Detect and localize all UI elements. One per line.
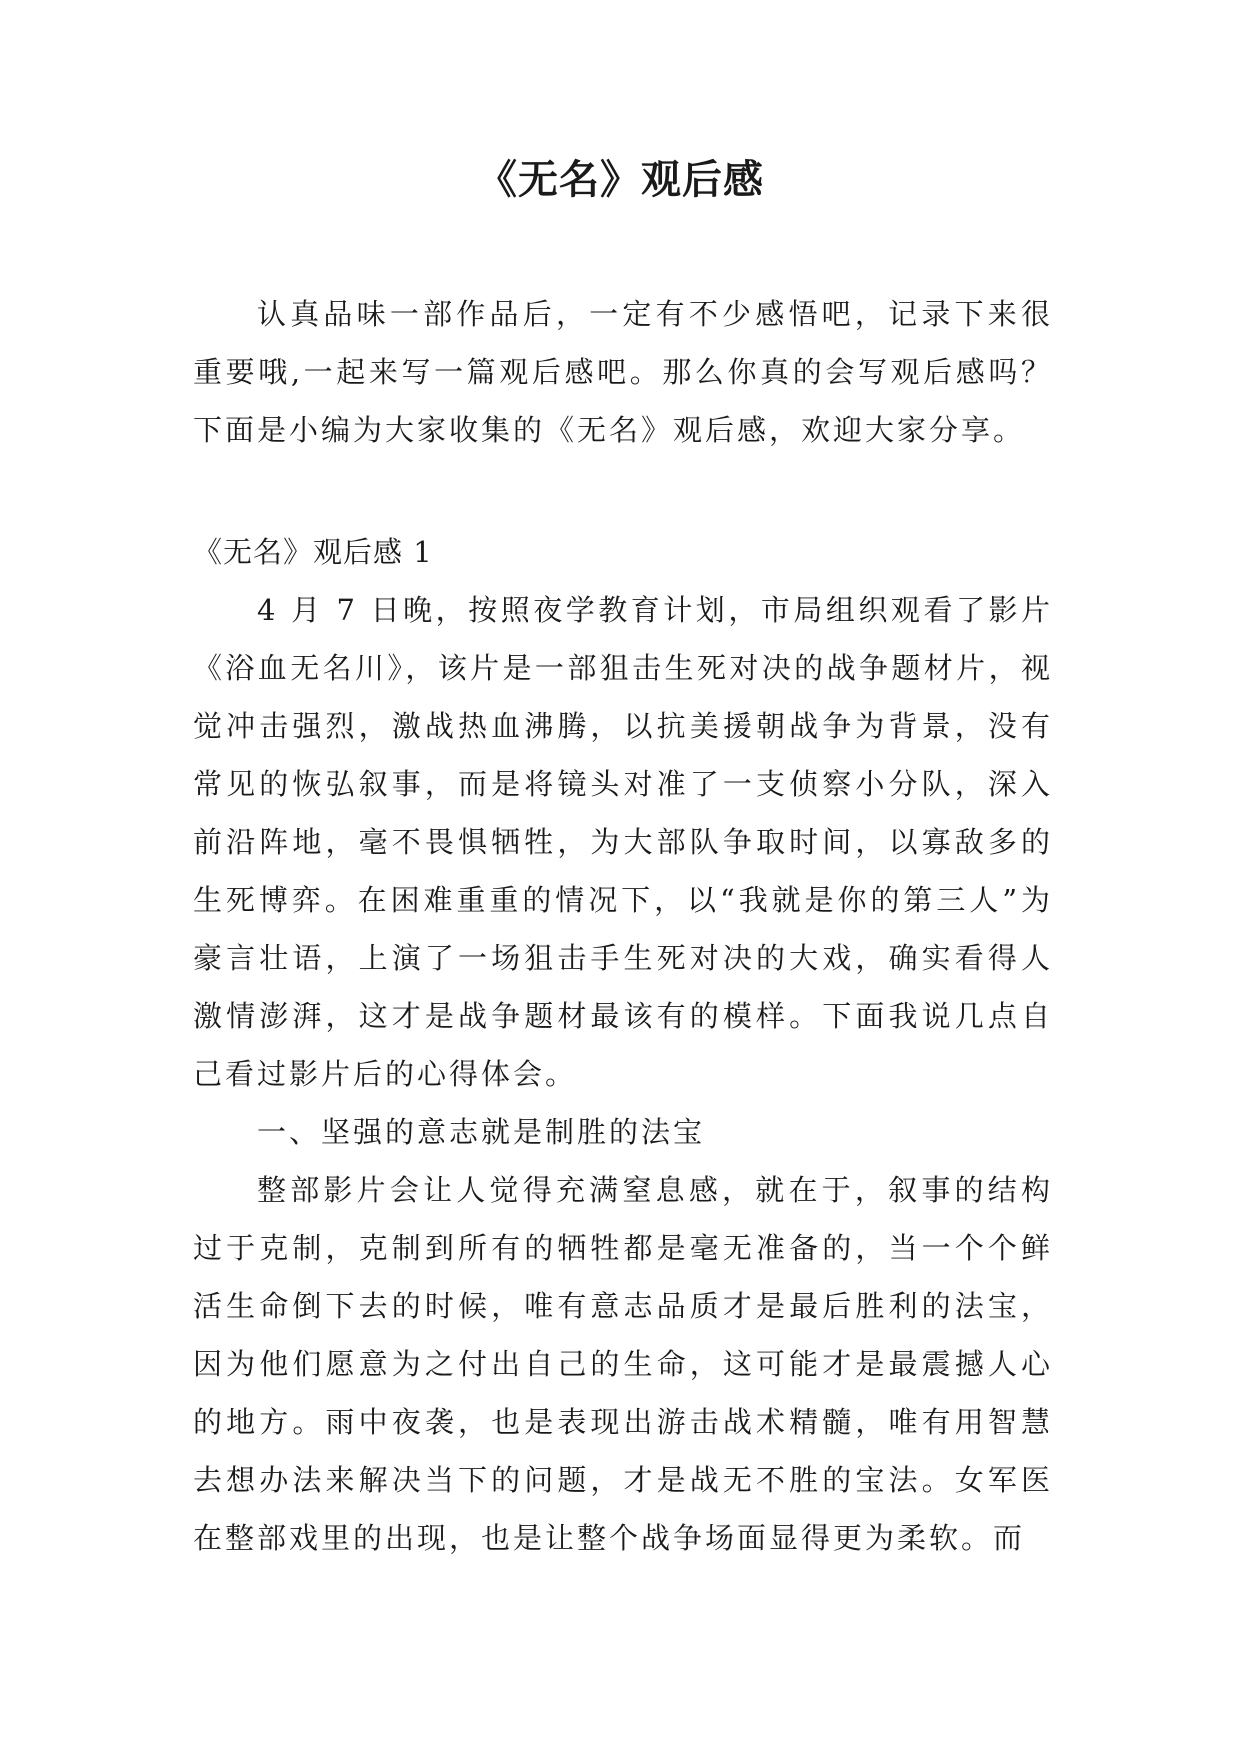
section-title: 《无名》观后感 1 <box>193 535 433 569</box>
section-heading-1: 一、坚强的意志就是制胜的法宝 <box>257 1115 706 1149</box>
article-body <box>193 523 1053 1567</box>
intro-paragraph: 认真品味一部作品后，一定有不少感悟吧，记录下来很重要哦,一起来写一篇观后感吧。那么你真的会写观后感吗？下面是小编为大家收集的《无名》观后感，欢迎大家分享。 <box>193 297 1053 447</box>
body-paragraph-1: 4 月 7 日晚，按照夜学教育计划，市局组织观看了影片《浴血无名川》，该片是一部狙击生死对决的战争题材片，视觉冲击强烈，激战热血沸腾，以抗美援朝战争为背景，没有常见的恢弘叙事，而是将镜头对准了一支侦察小分队，深入前沿阵地，毫不畏惧牺牲，为大部队争取时间，以寡敌多的生死博弈。在困难重重的情况下，以“我就是你的第三人”为豪言壮语，上演了一场狙击手生死对决的大戏，确实看得人激情澎湃，这才是战争题材最该有的模样。下面我说几点自己看过影片后的心得体会。 <box>193 593 1053 1091</box>
body-paragraph-2: 整部影片会让人觉得充满窒息感，就在于，叙事的结构过于克制，克制到所有的牺牲都是毫无准备的，当一个个鲜活生命倒下去的时候，唯有意志品质才是最后胜利的法宝，因为他们愿意为之付出自己的生命，这可能才是最震撼人心的地方。雨中夜袭，也是表现出游击战术精髓，唯有用智慧去想办法来解决当下的问题，才是战无不胜的宝法。女军医在整部戏里的出现，也是让整个战争场面显得更为柔软。而 <box>193 1173 1053 1555</box>
intro-block <box>193 285 1053 459</box>
document-title: 《无名》观后感 <box>477 156 764 203</box>
